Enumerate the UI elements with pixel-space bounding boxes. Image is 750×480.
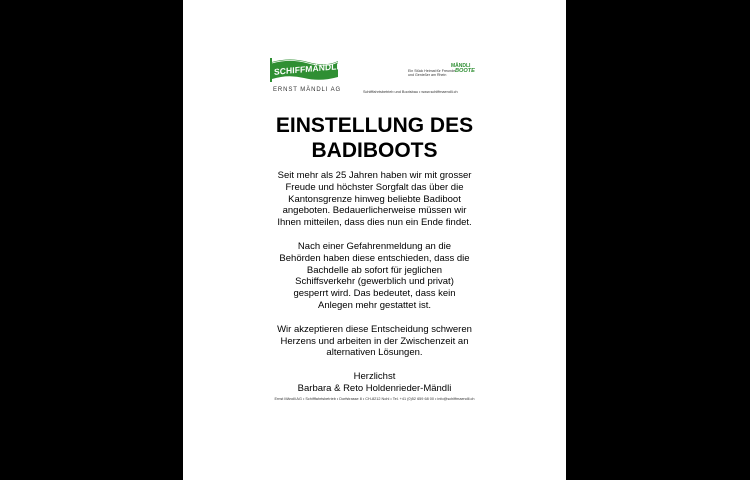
document-title [183, 113, 566, 163]
document-page [183, 0, 566, 480]
text-line: Kantonsgrenze hinweg beliebte Badiboot [288, 193, 461, 205]
maendli-boote-logo [363, 58, 503, 98]
flag-text: SCHIFFMÄNDLI [274, 61, 339, 77]
text-line: Anlegen mehr gestattet ist. [317, 299, 431, 311]
logo-tagline-1: Ein Stück Heimat für Freunde [408, 69, 456, 73]
text-line: Wir akzeptieren diese Entscheidung schweren [277, 323, 472, 335]
text-line: Seit mehr als 25 Jahren haben wir mit grosser [277, 170, 472, 181]
right-logo-subtitle: Schifffahrtsbetrieb und Bootsbau • www.schiffmaendli.ch [363, 90, 458, 94]
text-line: angeboten. Bedauerlicherweise müssen wir [282, 205, 467, 217]
text-line: Behörden haben diese entschieden, dass die [279, 252, 470, 264]
signatories: Barbara & Reto Holdenrieder-Mändli [297, 382, 452, 394]
text-line: Ihnen mitteilen, dass dies nun ein Ende findet. [277, 217, 472, 229]
paragraph [183, 241, 566, 312]
document-body [183, 170, 566, 407]
text-line: Bachdelle ab sofort für jeglichen [306, 264, 443, 276]
closing: Herzlichst [353, 371, 396, 383]
paragraph [183, 170, 566, 229]
text-line: Herzens und arbeiten in der Zwischenzeit an [280, 335, 469, 347]
mark-top-text: MÄNDLI [451, 63, 471, 69]
title-line: EINSTELLUNG DES [275, 114, 474, 137]
text-line: alternativen Lösungen. [326, 347, 423, 359]
text-line: Freude und höchster Sorgfalt das über die [285, 181, 464, 193]
footer-contact: Ernst Mändli AG • Schifffahrtsbetrieb • Dorfstrasse 8 • CH-8212 Nohl • Tel. +41 (0)52 659 68 00 • info@schiffmaendli.ch [274, 397, 475, 401]
paragraph [183, 324, 566, 359]
schiffmaendli-logo [270, 58, 340, 98]
text-line: Schiffsverkehr (gewerblich und privat) [295, 276, 454, 288]
title-line: BADIBOOTS [311, 139, 438, 162]
text-line: Nach einer Gefahrenmeldung an die [297, 240, 452, 252]
logo-tagline-2: und Genießer am Rhein [408, 73, 447, 77]
logo-subtitle: ERNST MÄNDLI AG [273, 87, 342, 93]
signature-block [183, 371, 566, 395]
text-line: gesperrt wird. Das bedeutet, dass kein [293, 288, 456, 300]
boat-mark-icon [449, 63, 489, 77]
mark-bottom-text: BOOTE [455, 68, 475, 74]
